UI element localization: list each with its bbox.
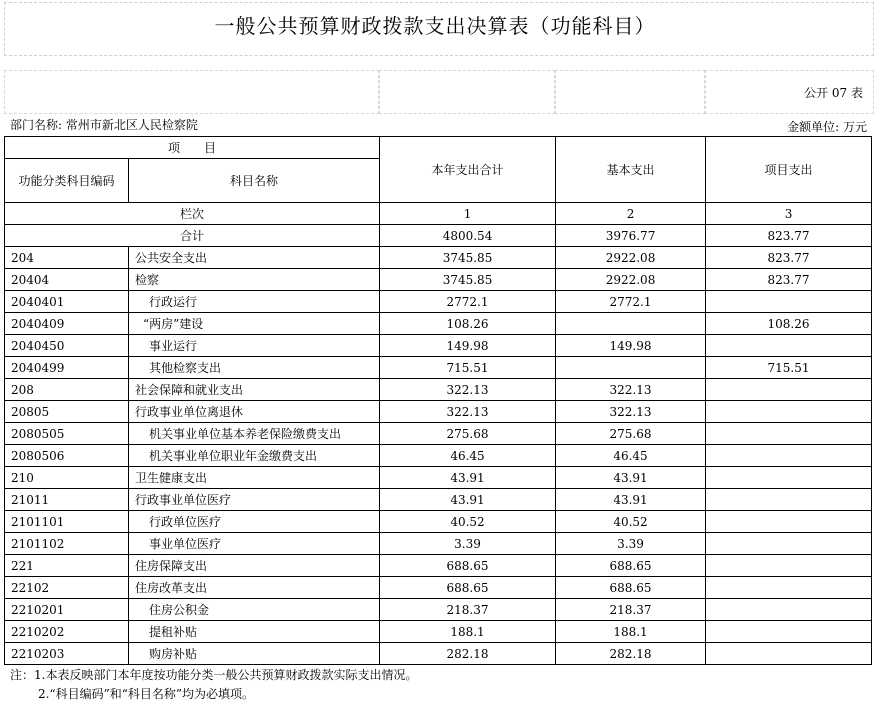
col-index-1: 1 [380,203,556,225]
header-item: 项 目 [5,137,380,159]
table-row [5,643,872,665]
header-code: 功能分类科目编码 [5,159,129,203]
row-project [706,643,872,665]
row-total: 43.91 [380,467,556,489]
row-code: 2101102 [5,533,129,555]
header-name: 科目名称 [129,159,380,203]
table-row [5,599,872,621]
table-row [5,357,872,379]
row-basic: 43.91 [556,489,706,511]
row-project [706,401,872,423]
header-project: 项目支出 [706,137,872,203]
row-name: 行政单位医疗 [129,511,380,533]
row-name: 住房公积金 [129,599,380,621]
table-row [5,467,872,489]
table-row [5,335,872,357]
row-code: 21011 [5,489,129,511]
row-total: 715.51 [380,357,556,379]
row-code: 20404 [5,269,129,291]
row-basic: 43.91 [556,467,706,489]
row-total: 3745.85 [380,247,556,269]
row-project [706,423,872,445]
row-total: 46.45 [380,445,556,467]
row-project [706,467,872,489]
row-code: 22102 [5,577,129,599]
row-basic: 322.13 [556,401,706,423]
table-row [5,577,872,599]
amount-unit: 金额单位: 万元 [787,120,867,134]
row-total: 40.52 [380,511,556,533]
row-basic: 3.39 [556,533,706,555]
expenditure-table [4,136,872,665]
row-basic: 2922.08 [556,247,706,269]
row-project [706,621,872,643]
grid-cell [555,70,705,114]
row-project: 715.51 [706,357,872,379]
row-basic [556,357,706,379]
row-code: 2210202 [5,621,129,643]
total-basic: 3976.77 [556,225,706,247]
row-basic: 2772.1 [556,291,706,313]
row-code: 2040450 [5,335,129,357]
row-total: 322.13 [380,401,556,423]
lanci-label: 栏次 [5,203,380,225]
row-name: 住房改革支出 [129,577,380,599]
row-total: 282.18 [380,643,556,665]
row-name: 公共安全支出 [129,247,380,269]
row-total: 2772.1 [380,291,556,313]
table-row [5,489,872,511]
row-basic: 2922.08 [556,269,706,291]
table-row [5,555,872,577]
row-basic: 282.18 [556,643,706,665]
table-row [5,247,872,269]
row-name: 提租补贴 [129,621,380,643]
table-row [5,511,872,533]
row-code: 2210201 [5,599,129,621]
row-code: 204 [5,247,129,269]
row-code: 2040499 [5,357,129,379]
note-line-2: 2.“科目编码”和“科目名称”均为必填项。 [38,687,254,701]
row-basic: 688.65 [556,577,706,599]
row-code: 2040401 [5,291,129,313]
row-project [706,489,872,511]
table-row [5,401,872,423]
row-name: 卫生健康支出 [129,467,380,489]
row-total: 108.26 [380,313,556,335]
row-basic: 46.45 [556,445,706,467]
row-project [706,511,872,533]
total-project: 823.77 [706,225,872,247]
row-name: 行政事业单位医疗 [129,489,380,511]
row-total: 188.1 [380,621,556,643]
row-code: 210 [5,467,129,489]
note-line-1: 注：1.本表反映部门本年度按功能分类一般公共预算财政拨款实际支出情况。 [10,668,418,682]
row-code: 20805 [5,401,129,423]
header-total: 本年支出合计 [380,137,556,203]
table-row [5,621,872,643]
row-basic [556,313,706,335]
total-sum: 4800.54 [380,225,556,247]
row-project [706,555,872,577]
table-row [5,445,872,467]
row-project: 108.26 [706,313,872,335]
row-total: 149.98 [380,335,556,357]
row-name: 机关事业单位职业年金缴费支出 [129,445,380,467]
row-name: 机关事业单位基本养老保险缴费支出 [129,423,380,445]
row-total: 688.65 [380,555,556,577]
row-code: 2080506 [5,445,129,467]
table-number: 公开 07 表 [804,86,863,100]
row-project [706,533,872,555]
row-code: 221 [5,555,129,577]
table-row [5,423,872,445]
row-total: 218.37 [380,599,556,621]
row-total: 322.13 [380,379,556,401]
row-project [706,445,872,467]
department-name: 部门名称: 常州市新北区人民检察院 [10,118,198,132]
header-basic: 基本支出 [556,137,706,203]
row-basic: 688.65 [556,555,706,577]
table-row [5,291,872,313]
row-project [706,379,872,401]
row-project [706,335,872,357]
row-basic: 40.52 [556,511,706,533]
row-name: 检察 [129,269,380,291]
row-project [706,291,872,313]
table-row [5,379,872,401]
col-index-3: 3 [706,203,872,225]
table-row [5,533,872,555]
row-total: 3745.85 [380,269,556,291]
row-code: 2101101 [5,511,129,533]
row-basic: 275.68 [556,423,706,445]
page-title: 一般公共预算财政拨款支出决算表（功能科目） [214,14,656,38]
row-name: 社会保障和就业支出 [129,379,380,401]
grid-cell [379,70,555,114]
row-total: 43.91 [380,489,556,511]
row-name: “两房”建设 [129,313,380,335]
row-total: 3.39 [380,533,556,555]
row-basic: 149.98 [556,335,706,357]
row-project [706,599,872,621]
total-label: 合计 [5,225,380,247]
row-project: 823.77 [706,269,872,291]
row-project [706,577,872,599]
row-project: 823.77 [706,247,872,269]
row-basic: 322.13 [556,379,706,401]
row-name: 事业单位医疗 [129,533,380,555]
row-code: 208 [5,379,129,401]
row-name: 事业运行 [129,335,380,357]
table-row [5,269,872,291]
grid-cell [4,70,379,114]
row-name: 其他检察支出 [129,357,380,379]
row-basic: 218.37 [556,599,706,621]
row-total: 688.65 [380,577,556,599]
row-code: 2210203 [5,643,129,665]
row-name: 行政事业单位离退休 [129,401,380,423]
row-code: 2080505 [5,423,129,445]
table-row [5,313,872,335]
row-name: 购房补贴 [129,643,380,665]
row-name: 行政运行 [129,291,380,313]
row-basic: 188.1 [556,621,706,643]
col-index-2: 2 [556,203,706,225]
row-name: 住房保障支出 [129,555,380,577]
row-total: 275.68 [380,423,556,445]
row-code: 2040409 [5,313,129,335]
